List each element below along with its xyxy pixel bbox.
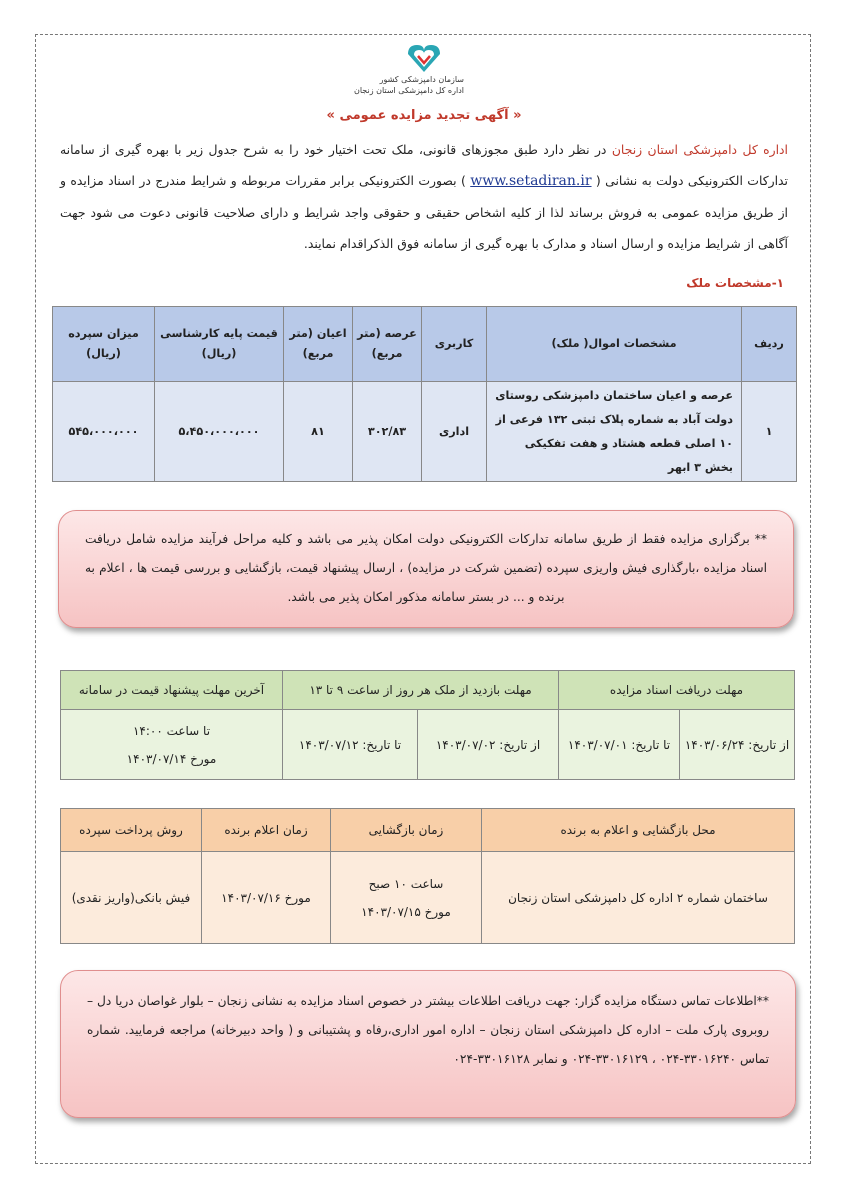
cell-base-price: ۵،۴۵۰،۰۰۰،۰۰۰ xyxy=(155,382,284,482)
table-row xyxy=(61,710,795,780)
header-land-area: عرصه (متر مربع) xyxy=(353,307,422,382)
header-deposit: میزان سپرده (ریال) xyxy=(53,307,155,382)
website-link[interactable]: www.setadiran.ir xyxy=(470,173,592,189)
intro-text-part1: در نظر دارد طبق مجوزهای قانونی، ملک تحت اختیار خود را به شرح جدول زیر با بهره گیری از سامانه تدارکات الکترونیکی دولت به نشانی ( xyxy=(60,142,788,188)
cell-bid-deadline xyxy=(61,710,283,780)
header-opening-time: زمان بازگشایی xyxy=(331,809,482,852)
table-row xyxy=(61,852,795,944)
header-winner-announcement: زمان اعلام برنده xyxy=(202,809,331,852)
cell-usage: اداری xyxy=(422,382,487,482)
cell-opening-time xyxy=(331,852,482,944)
table-header-row xyxy=(53,307,797,382)
header-usage: کاربری xyxy=(422,307,487,382)
header-building-area: اعیان (متر مربع) xyxy=(284,307,353,382)
bid-deadline-date: مورخ ۱۴۰۳/۰۷/۱۴ xyxy=(126,751,217,766)
cell-description: عرصه و اعیان ساختمان دامپزشکی روستای دولت آباد به شماره پلاک ثبتی ۱۳۲ فرعی از ۱۰ اصلی قطعه هشتاد و هفت تفکیکی بخش ۳ ابهر xyxy=(487,382,742,482)
table-header-row xyxy=(61,809,795,852)
cell-visit-to: تا تاریخ: ۱۴۰۳/۰۷/۱۲ xyxy=(283,710,418,780)
cell-doc-to: تا تاریخ: ۱۴۰۳/۰۷/۰۱ xyxy=(559,710,680,780)
property-table xyxy=(52,306,797,482)
cell-payment-method: فیش بانکی(واریز نقدی) xyxy=(61,852,202,944)
opening-time: ساعت ۱۰ صبح xyxy=(368,876,444,891)
intro-text-part2: ) بصورت الکترونیکی برابر مقررات مربوطه و شرایط مندرج در اسناد مزایده و از طریق مزایده عمومی به فروش برساند لذا از کلیه اشخاص حقیقی و حقوقی واجد شرایط و دارای صلاحیت قانونی دعوت می شود جهت آگاهی از شرایط مزایده و ارسال اسناد و مدارک با بهره گیری از سامانه فوق الذکراقدام نمایند. xyxy=(60,173,788,251)
header-row-number: ردیف xyxy=(742,307,797,382)
section-heading: ۱-مشخصات ملک xyxy=(686,276,784,290)
header-base-price: قیمت پایه کارشناسی (ریال) xyxy=(155,307,284,382)
header-opening-place: محل بازگشایی و اعلام به برنده xyxy=(482,809,795,852)
cell-opening-place: ساختمان شماره ۲ اداره کل دامپزشکی استان زنجان xyxy=(482,852,795,944)
organization-logo xyxy=(353,42,464,104)
cell-building-area: ۸۱ xyxy=(284,382,353,482)
table-header-row xyxy=(61,671,795,710)
header-document-deadline: مهلت دریافت اسناد مزایده xyxy=(559,671,795,710)
table-row xyxy=(53,382,797,482)
header-payment-method: روش پرداخت سپرده xyxy=(61,809,202,852)
opening-table xyxy=(60,808,795,944)
cell-doc-from: از تاریخ: ۱۴۰۳/۰۶/۲۴ xyxy=(680,710,795,780)
logo-emblem-icon xyxy=(405,42,443,74)
logo-text-line1: سازمان دامپزشکی کشور xyxy=(379,75,464,84)
page-title: « آگهی تجدید مزایده عمومی » xyxy=(326,108,522,123)
header-visit-period: مهلت بازدید از ملک هر روز از ساعت ۹ تا ۱۳ xyxy=(283,671,559,710)
intro-paragraph xyxy=(60,134,788,259)
cell-row-number: ۱ xyxy=(742,382,797,482)
cell-announcement-date: مورخ ۱۴۰۳/۰۷/۱۶ xyxy=(202,852,331,944)
cell-land-area: ۳۰۲/۸۳ xyxy=(353,382,422,482)
schedule-table xyxy=(60,670,795,780)
process-notice-box: ** برگزاری مزایده فقط از طریق سامانه تدارکات الکترونیکی دولت امکان پذیر می باشد و کلیه مراحل فرآیند مزایده شامل دریافت اسناد مزایده ،بارگذاری فیش واریزی سپرده (تضمین شرکت در مزایده) ، ارسال پیشنهاد قیمت، بازگشایی و بررسی قیمت ها ، اعلام به برنده و ... در بستر سامانه مذکور امکان پذیر می باشد. xyxy=(58,510,794,628)
contact-info-box: **اطلاعات تماس دستگاه مزایده گزار: جهت دریافت اطلاعات بیشتر در خصوص اسناد مزایده به نشانی زنجان – بلوار غواصان دریا دل – روبروی پارک ملت – اداره کل دامپزشکی استان زنجان – اداره امور اداری،رفاه و پشتیبانی و ( واحد دبیرخانه) مراجعه فرمایید. شماره تماس ۳۳۰۱۶۲۴۰-۰۲۴ ، ۳۳۰۱۶۱۲۹-۰۲۴ و نمابر ۳۳۰۱۶۱۲۸-۰۲۴ xyxy=(60,970,796,1118)
header-description: مشخصات اموال( ملک) xyxy=(487,307,742,382)
header-bid-deadline: آخرین مهلت پیشنهاد قیمت در سامانه xyxy=(61,671,283,710)
opening-date: مورخ ۱۴۰۳/۰۷/۱۵ xyxy=(361,904,451,919)
cell-visit-from: از تاریخ: ۱۴۰۳/۰۷/۰۲ xyxy=(418,710,559,780)
organization-name: اداره کل دامپزشکی استان زنجان xyxy=(611,142,788,157)
logo-text-line2: اداره کل دامپزشکی استان زنجان xyxy=(353,86,464,95)
bid-deadline-time: تا ساعت ۱۴:۰۰ xyxy=(132,723,211,738)
cell-deposit: ۵۴۵،۰۰۰،۰۰۰ xyxy=(53,382,155,482)
